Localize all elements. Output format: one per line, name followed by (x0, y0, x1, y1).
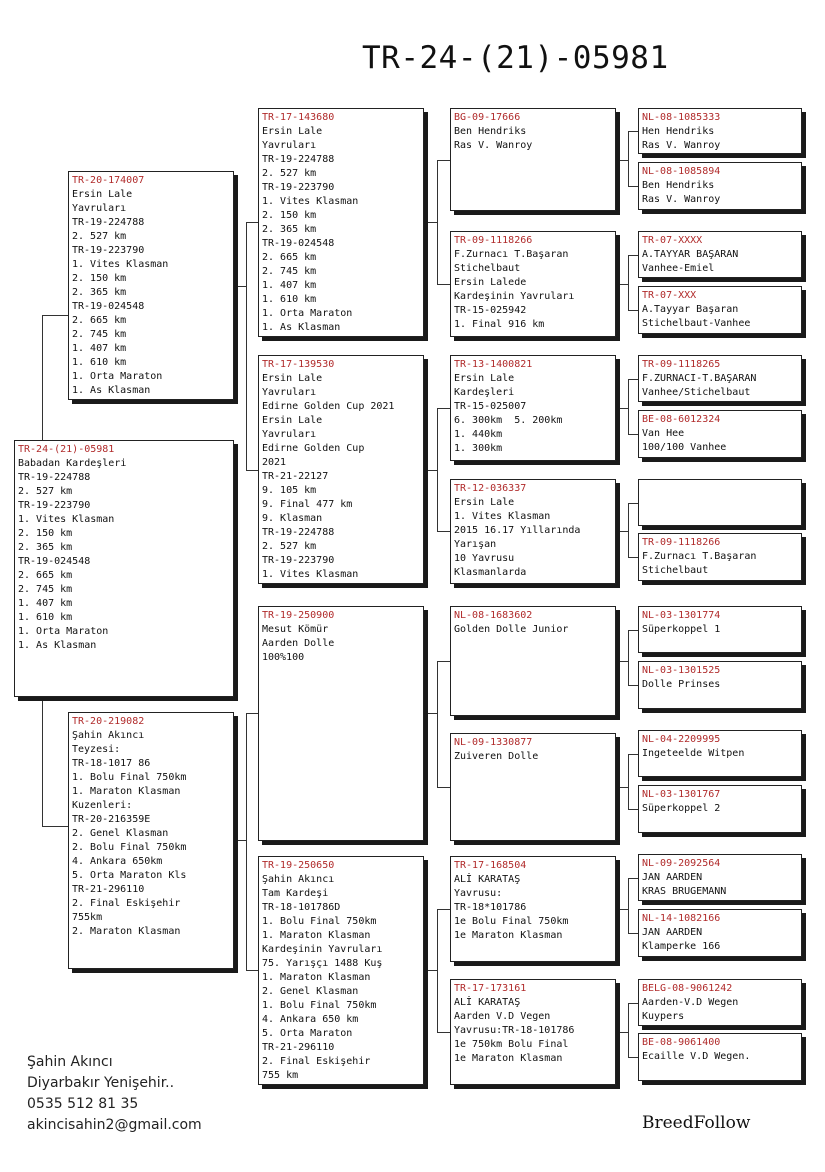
info-line: 755 km (262, 1070, 299, 1081)
ring-number: TR-09-1118265 (642, 359, 721, 370)
info-line: 1. 300km (454, 443, 503, 454)
connector-line (616, 160, 628, 161)
ring-number: NL-04-2209995 (642, 734, 721, 745)
info-line: TR-18*101786 (454, 902, 527, 913)
connector-line (234, 286, 246, 287)
connector-line (437, 909, 450, 910)
info-line: Kardeşinin Yavruları (262, 944, 383, 955)
gg-card-7[interactable] (638, 479, 802, 526)
info-line: 1e Maraton Klasman (454, 930, 563, 941)
info-line: TR-19-024548 (18, 556, 91, 567)
info-line: TR-19-223790 (262, 182, 335, 193)
info-line: 2. 527 km (262, 168, 317, 179)
info-line: Kuypers (642, 1011, 685, 1022)
info-line: 2015 16.17 Yıllarında (454, 525, 581, 536)
gg-card-14[interactable] (638, 909, 802, 957)
info-line: Vanhee-Emiel (642, 263, 715, 274)
connector-line (616, 408, 628, 409)
brand-logo-text: BreedFollow (642, 1113, 751, 1133)
gg-card-3[interactable] (638, 231, 802, 278)
gg-card-9[interactable] (638, 606, 802, 653)
connector-line (628, 503, 638, 504)
info-line: Yavrusu:TR-18-101786 (454, 1025, 575, 1036)
breeder-phone: 0535 512 81 35 (27, 1096, 139, 1112)
ring-number: TR-07-XXXX (642, 235, 703, 246)
gg-card-5[interactable] (638, 355, 802, 402)
info-line: TR-20-216359E (72, 814, 151, 825)
info-line: 100/100 Vanhee (642, 442, 727, 453)
info-line: A.TAYYAR BAŞARAN (642, 249, 739, 260)
info-line: Babadan Kardeşleri (18, 458, 127, 469)
info-line: 2. 745 km (72, 329, 127, 340)
info-line: TR-18-1017 86 (72, 758, 151, 769)
connector-line (616, 531, 628, 532)
info-line: Yavruları (262, 387, 317, 398)
ring-number: TR-07-XXX (642, 290, 697, 301)
info-line: 1. Maraton Klasman (262, 972, 371, 983)
info-line: 2. 365 km (262, 224, 317, 235)
info-line: Edirne Golden Cup (262, 443, 365, 454)
info-line: 2. 665 km (18, 570, 73, 581)
info-line: 2. 745 km (262, 266, 317, 277)
info-line: 1. As Klasman (18, 640, 97, 651)
info-line: A.Tayyar Başaran (642, 304, 739, 315)
info-line: TR-19-223790 (262, 555, 335, 566)
connector-line (424, 470, 437, 471)
info-line: Kardeşinin Yavruları (454, 291, 575, 302)
connector-line (616, 284, 628, 285)
ring-number: TR-17-143680 (262, 112, 335, 123)
ring-number: TR-12-036337 (454, 483, 527, 494)
connector-line (628, 186, 638, 187)
info-line: 2. 365 km (18, 542, 73, 553)
dam-dam-card[interactable] (258, 856, 424, 1085)
ds-sire-card[interactable] (450, 606, 616, 716)
info-line: TR-19-024548 (262, 238, 335, 249)
info-line: 2. Maraton Klasman (72, 926, 181, 937)
ring-number: TR-20-219082 (72, 716, 145, 727)
info-line: 1. Final 916 km (454, 319, 545, 330)
connector-line (246, 470, 258, 471)
info-line: Ras V. Wanroy (642, 194, 721, 205)
connector-line (424, 222, 437, 223)
ss-sire-card[interactable] (450, 108, 616, 211)
info-line: 2. 150 km (262, 210, 317, 221)
dd-dam-card[interactable] (450, 979, 616, 1085)
info-line: 2. Final Eskişehir (262, 1056, 371, 1067)
info-line: 1. Vites Klasman (72, 259, 169, 270)
info-line: 2. Genel Klasman (262, 986, 359, 997)
connector-line (437, 408, 450, 409)
connector-line (424, 713, 437, 714)
dam-sire-card[interactable] (258, 606, 424, 841)
ring-number: TR-19-250650 (262, 860, 335, 871)
info-line: Stichelbaut (454, 263, 521, 274)
connector-line (628, 310, 638, 311)
info-line: F.Zurnacı T.Başaran (454, 249, 569, 260)
connector-line (628, 131, 638, 132)
info-line: 1. Vites Klasman (262, 569, 359, 580)
connector-line (628, 1003, 638, 1004)
connector-line (628, 255, 638, 256)
info-line: 9. Klasman (262, 513, 323, 524)
info-line: Van Hee (642, 428, 685, 439)
connector-line (616, 787, 628, 788)
info-line: Yavruları (262, 429, 317, 440)
info-line: Yavrusu: (454, 888, 503, 899)
info-line: 1. Orta Maraton (18, 626, 109, 637)
subject-card[interactable] (14, 440, 234, 697)
info-line: 2. Final Eskişehir (72, 898, 181, 909)
ss-dam-card[interactable] (450, 231, 616, 337)
info-line: Süperkoppel 1 (642, 624, 721, 635)
info-line: Aarden V.D Vegen (454, 1011, 551, 1022)
connector-line (437, 661, 438, 787)
connector-line (628, 379, 629, 434)
info-line: Ben Hendriks (642, 180, 715, 191)
info-line: 2. 665 km (262, 252, 317, 263)
info-line: 1. Bolu Final 750km (262, 1000, 377, 1011)
info-line: 1. 407 km (72, 343, 127, 354)
gg-card-2[interactable] (638, 162, 802, 210)
info-line: Süperkoppel 2 (642, 803, 721, 814)
connector-line (628, 630, 638, 631)
connector-line (628, 379, 638, 380)
connector-line (234, 840, 246, 841)
connector-line (246, 713, 247, 970)
dd-sire-card[interactable] (450, 856, 616, 962)
info-line: TR-18-101786D (262, 902, 341, 913)
info-line: 9. Final 477 km (262, 499, 353, 510)
ring-number: BE-08-6012324 (642, 414, 721, 425)
connector-line (628, 933, 638, 934)
info-line: Yavruları (72, 203, 127, 214)
info-line: JAN AARDEN (642, 927, 703, 938)
info-line: 2. 665 km (72, 315, 127, 326)
info-line: TR-15-025942 (454, 305, 527, 316)
info-line: ALİ KARATAŞ (454, 874, 521, 885)
info-line: ALİ KARATAŞ (454, 997, 521, 1008)
info-line: Ben Hendriks (454, 126, 527, 137)
connector-line (437, 284, 450, 285)
info-line: Edirne Golden Cup 2021 (262, 401, 395, 412)
dam-card[interactable] (68, 712, 234, 969)
connector-line (628, 754, 638, 755)
info-line: Hen Hendriks (642, 126, 715, 137)
info-line: 100%100 (262, 652, 305, 663)
page-title: TR-24-(21)-05981 (362, 40, 669, 76)
sire-sire-card[interactable] (258, 108, 424, 337)
info-line: TR-21-296110 (72, 884, 145, 895)
ring-number: TR-09-1118266 (642, 537, 721, 548)
info-line: TR-19-224788 (262, 154, 335, 165)
connector-line (42, 697, 43, 826)
info-line: 1e Bolu Final 750km (454, 916, 569, 927)
info-line: 1. 610 km (18, 612, 73, 623)
connector-line (437, 787, 450, 788)
connector-line (437, 160, 450, 161)
connector-line (246, 222, 247, 470)
connector-line (437, 160, 438, 284)
ring-number: BG-09-17666 (454, 112, 521, 123)
connector-line (437, 661, 450, 662)
info-line: Stichelbaut-Vanhee (642, 318, 751, 329)
connector-line (437, 909, 438, 1032)
info-line: TR-19-224788 (72, 217, 145, 228)
info-line: Teyzesi: (72, 744, 121, 755)
info-line: TR-21-22127 (262, 471, 329, 482)
connector-line (424, 970, 437, 971)
connector-line (628, 809, 638, 810)
info-line: Stichelbaut (642, 565, 709, 576)
info-line: 2. 527 km (18, 486, 73, 497)
gg-card-10[interactable] (638, 661, 802, 709)
info-line: 1. Orta Maraton (72, 371, 163, 382)
info-line: 2. 365 km (72, 287, 127, 298)
connector-line (616, 661, 628, 662)
info-line: Kardeşleri (454, 387, 515, 398)
info-line: Tam Kardeşi (262, 888, 329, 899)
info-line: 1. Vites Klasman (18, 514, 115, 525)
info-line: Ras V. Wanroy (454, 140, 533, 151)
info-line: 5. Orta Maraton (262, 1028, 353, 1039)
info-line: Aarden-V.D Wegen (642, 997, 739, 1008)
info-line: 10 Yavrusu (454, 553, 515, 564)
ring-number: NL-09-2092564 (642, 858, 721, 869)
breeder-email: akincisahin2@gmail.com (27, 1117, 202, 1133)
info-line: Ingeteelde Witpen (642, 748, 745, 759)
connector-line (437, 408, 438, 531)
connector-line (437, 531, 450, 532)
info-line: Yavruları (262, 140, 317, 151)
info-line: Ersin Lale (262, 373, 323, 384)
info-line: 2. 150 km (18, 528, 73, 539)
ring-number: TR-17-173161 (454, 983, 527, 994)
info-line: Klamperke 166 (642, 941, 721, 952)
connector-line (628, 503, 629, 557)
connector-line (246, 713, 258, 714)
connector-line (628, 255, 629, 310)
ring-number: BE-08-9061400 (642, 1037, 721, 1048)
info-line: 1. As Klasman (262, 322, 341, 333)
ring-number: TR-09-1118266 (454, 235, 533, 246)
info-line: 2. 527 km (72, 231, 127, 242)
info-line: Aarden Dolle (262, 638, 335, 649)
breeder-contact (27, 1052, 202, 1136)
connector-line (246, 970, 258, 971)
connector-line (616, 909, 628, 910)
info-line: 1. 610 km (72, 357, 127, 368)
connector-line (628, 878, 629, 933)
info-line: 1. Orta Maraton (262, 308, 353, 319)
info-line: 4. Ankara 650km (72, 856, 163, 867)
connector-line (628, 1057, 638, 1058)
info-line: 1. Maraton Klasman (72, 786, 181, 797)
info-line: JAN AARDEN (642, 872, 703, 883)
info-line: Zuiveren Dolle (454, 751, 539, 762)
info-line: 1. 407 km (262, 280, 317, 291)
connector-line (616, 1032, 628, 1033)
gg-card-11[interactable] (638, 730, 802, 777)
info-line: 1. Bolu Final 750km (262, 916, 377, 927)
info-line: Dolle Prinses (642, 679, 721, 690)
ring-number: NL-14-1082166 (642, 913, 721, 924)
connector-line (628, 630, 629, 685)
info-line: 5. Orta Maraton Kls (72, 870, 187, 881)
info-line: Mesut Kömür (262, 624, 329, 635)
connector-line (628, 557, 638, 558)
info-line: Ersin Lale (262, 126, 323, 137)
info-line: 2. 745 km (18, 584, 73, 595)
breeder-name: Şahin Akıncı (27, 1054, 113, 1070)
info-line: 1. 407 km (18, 598, 73, 609)
connector-line (628, 878, 638, 879)
info-line: Kuzenleri: (72, 800, 133, 811)
info-line: 2. 150 km (72, 273, 127, 284)
gg-card-8[interactable] (638, 533, 802, 581)
info-line: 1e Maraton Klasman (454, 1053, 563, 1064)
ring-number: TR-20-174007 (72, 175, 145, 186)
sire-dam-card[interactable] (258, 355, 424, 584)
ring-number: NL-03-1301767 (642, 789, 721, 800)
connector-line (628, 131, 629, 186)
info-line: TR-19-024548 (72, 301, 145, 312)
info-line: Golden Dolle Junior (454, 624, 569, 635)
info-line: 1. As Klasman (72, 385, 151, 396)
info-line: TR-15-025007 (454, 401, 527, 412)
info-line: 755km (72, 912, 103, 923)
ring-number: TR-17-139530 (262, 359, 335, 370)
ring-number: TR-24-(21)-05981 (18, 444, 115, 455)
info-line: TR-19-224788 (262, 527, 335, 538)
connector-line (628, 754, 629, 809)
breeder-location: Diyarbakır Yenişehir.. (27, 1075, 175, 1091)
connector-line (42, 315, 43, 440)
gg-card-6[interactable] (638, 410, 802, 458)
info-line: Ersin Lale (454, 497, 515, 508)
info-line: 4. Ankara 650 km (262, 1014, 359, 1025)
info-line: 1. 610 km (262, 294, 317, 305)
ds-dam-card[interactable] (450, 733, 616, 841)
info-line: Şahin Akıncı (262, 874, 335, 885)
info-line: Ecaille V.D Wegen. (642, 1051, 751, 1062)
gg-card-13[interactable] (638, 854, 802, 901)
info-line: F.ZURNACI-T.BAŞARAN (642, 373, 757, 384)
info-line: Ersin Lale (454, 373, 515, 384)
info-line: 2021 (262, 457, 287, 468)
sd-sire-card[interactable] (450, 355, 616, 461)
info-line: 1e 750km Bolu Final (454, 1039, 569, 1050)
info-line: 1. Vites Klasman (262, 196, 359, 207)
ring-number: NL-08-1683602 (454, 610, 533, 621)
connector-line (437, 1032, 450, 1033)
ring-number: NL-03-1301774 (642, 610, 721, 621)
ring-number: NL-09-1330877 (454, 737, 533, 748)
gg-card-4[interactable] (638, 286, 802, 334)
connector-line (628, 685, 638, 686)
info-line: 9. 105 km (262, 485, 317, 496)
info-line: 2. 527 km (262, 541, 317, 552)
info-line: Yarışan (454, 539, 497, 550)
ring-number: NL-08-1085894 (642, 166, 721, 177)
info-line: Şahin Akıncı (72, 730, 145, 741)
sire-card[interactable] (68, 171, 234, 400)
info-line: Ersin Lale (262, 415, 323, 426)
ring-number: BELG-08-9061242 (642, 983, 733, 994)
info-line: 6. 300km 5. 200km (454, 415, 563, 426)
ring-number: NL-03-1301525 (642, 665, 721, 676)
info-line: 2. Bolu Final 750km (72, 842, 187, 853)
info-line: 1. Maraton Klasman (262, 930, 371, 941)
info-line: Ersin Lale (72, 189, 133, 200)
gg-card-16[interactable] (638, 1033, 802, 1081)
connector-line (628, 434, 638, 435)
info-line: 2. Genel Klasman (72, 828, 169, 839)
info-line: Vanhee/Stichelbaut (642, 387, 751, 398)
info-line: TR-19-223790 (18, 500, 91, 511)
gg-card-1[interactable] (638, 108, 802, 154)
connector-line (42, 826, 68, 827)
info-line: Ersin Lalede (454, 277, 527, 288)
info-line: 75. Yarışçı 1488 Kuş (262, 958, 383, 969)
ring-number: TR-19-250900 (262, 610, 335, 621)
info-line: KRAS BRUGEMANN (642, 886, 727, 897)
info-line: F.Zurnacı T.Başaran (642, 551, 757, 562)
connector-line (246, 222, 258, 223)
sd-dam-card[interactable] (450, 479, 616, 584)
ring-number: TR-17-168504 (454, 860, 527, 871)
gg-card-12[interactable] (638, 785, 802, 833)
info-line: TR-19-224788 (18, 472, 91, 483)
info-line: 1. 440km (454, 429, 503, 440)
info-line: Klasmanlarda (454, 567, 527, 578)
info-line: 1. Bolu Final 750km (72, 772, 187, 783)
ring-number: TR-13-1400821 (454, 359, 533, 370)
gg-card-15[interactable] (638, 979, 802, 1026)
info-line: 1. Vites Klasman (454, 511, 551, 522)
info-line: Ras V. Wanroy (642, 140, 721, 151)
info-line: TR-19-223790 (72, 245, 145, 256)
connector-line (42, 315, 68, 316)
ring-number: NL-08-1085333 (642, 112, 721, 123)
connector-line (628, 1003, 629, 1057)
info-line: TR-21-296110 (262, 1042, 335, 1053)
